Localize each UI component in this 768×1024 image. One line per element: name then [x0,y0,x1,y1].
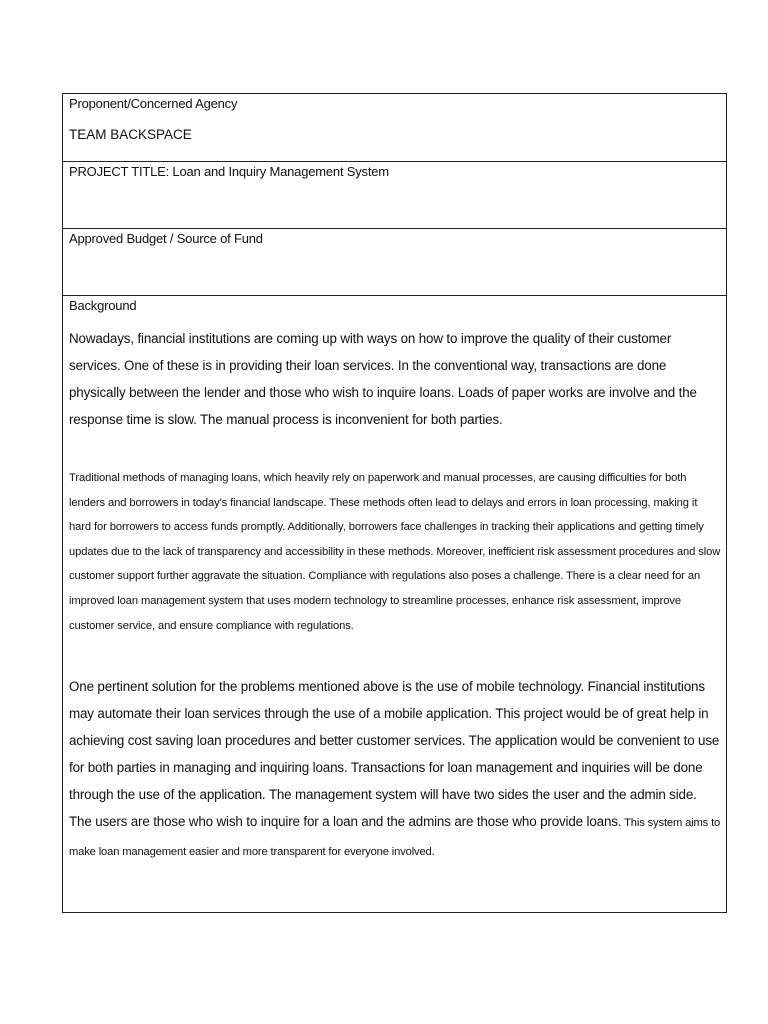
budget-heading: Approved Budget / Source of Fund [69,231,263,246]
project-title-heading: PROJECT TITLE: Loan and Inquiry Management System [69,164,389,179]
background-row [63,296,726,912]
background-paragraph-1: Nowadays, financial institutions are coming up with ways on how to improve the quality of their customer services. One of these is in providing their loan services. In the conventional way, transactions are done physically between the lender and those who wish to inquire loans. Loads of paper works are involve and the response time is slow. The manual process is inconvenient for both parties. [69,331,697,427]
proposal-form-table [62,93,727,913]
background-paragraph-2: Traditional methods of managing loans, which heavily rely on paperwork and manual processes, are causing difficulties for both lenders and borrowers in today's financial landscape. These methods often lead to delays and errors in loan processing, making it hard for borrowers to access funds promptly. Additionally, borrowers face challenges in tracking their applications and getting timely updates due to the lack of transparency and accessibility in these methods. Moreover, inefficient risk assessment procedures and slow customer support further aggravate the situation. Compliance with regulations also poses a challenge. There is a clear need for an improved loan management system that uses modern technology to streamline processes, enhance risk assessment, improve customer service, and ensure compliance with regulations. [69,472,721,632]
proponent-row [63,94,726,162]
proponent-value: TEAM BACKSPACE [69,127,192,142]
proponent-heading: Proponent/Concerned Agency [69,96,238,111]
background-heading: Background [69,298,137,313]
background-paragraph-3-tail: This system aims to make loan management easier and more transparent for everyone involved. [69,817,721,858]
background-paragraph-3 [69,673,721,866]
budget-row [63,229,726,296]
background-paragraph-3-main: One pertinent solution for the problems mentioned above is the use of mobile technology. Financial institutions may automate their loan services through the use of a mobile application. This project would be of great help in achieving cost saving loan procedures and better customer services. The application would be convenient to use for both parties in managing and inquiring loans. Transactions for loan management and inquiries will be done through the use of the application. The management system will have two sides the user and the admin side. The users are those who wish to inquire for a loan and the admins are those who provide loans. [69,679,720,829]
project-title-row [63,162,726,229]
